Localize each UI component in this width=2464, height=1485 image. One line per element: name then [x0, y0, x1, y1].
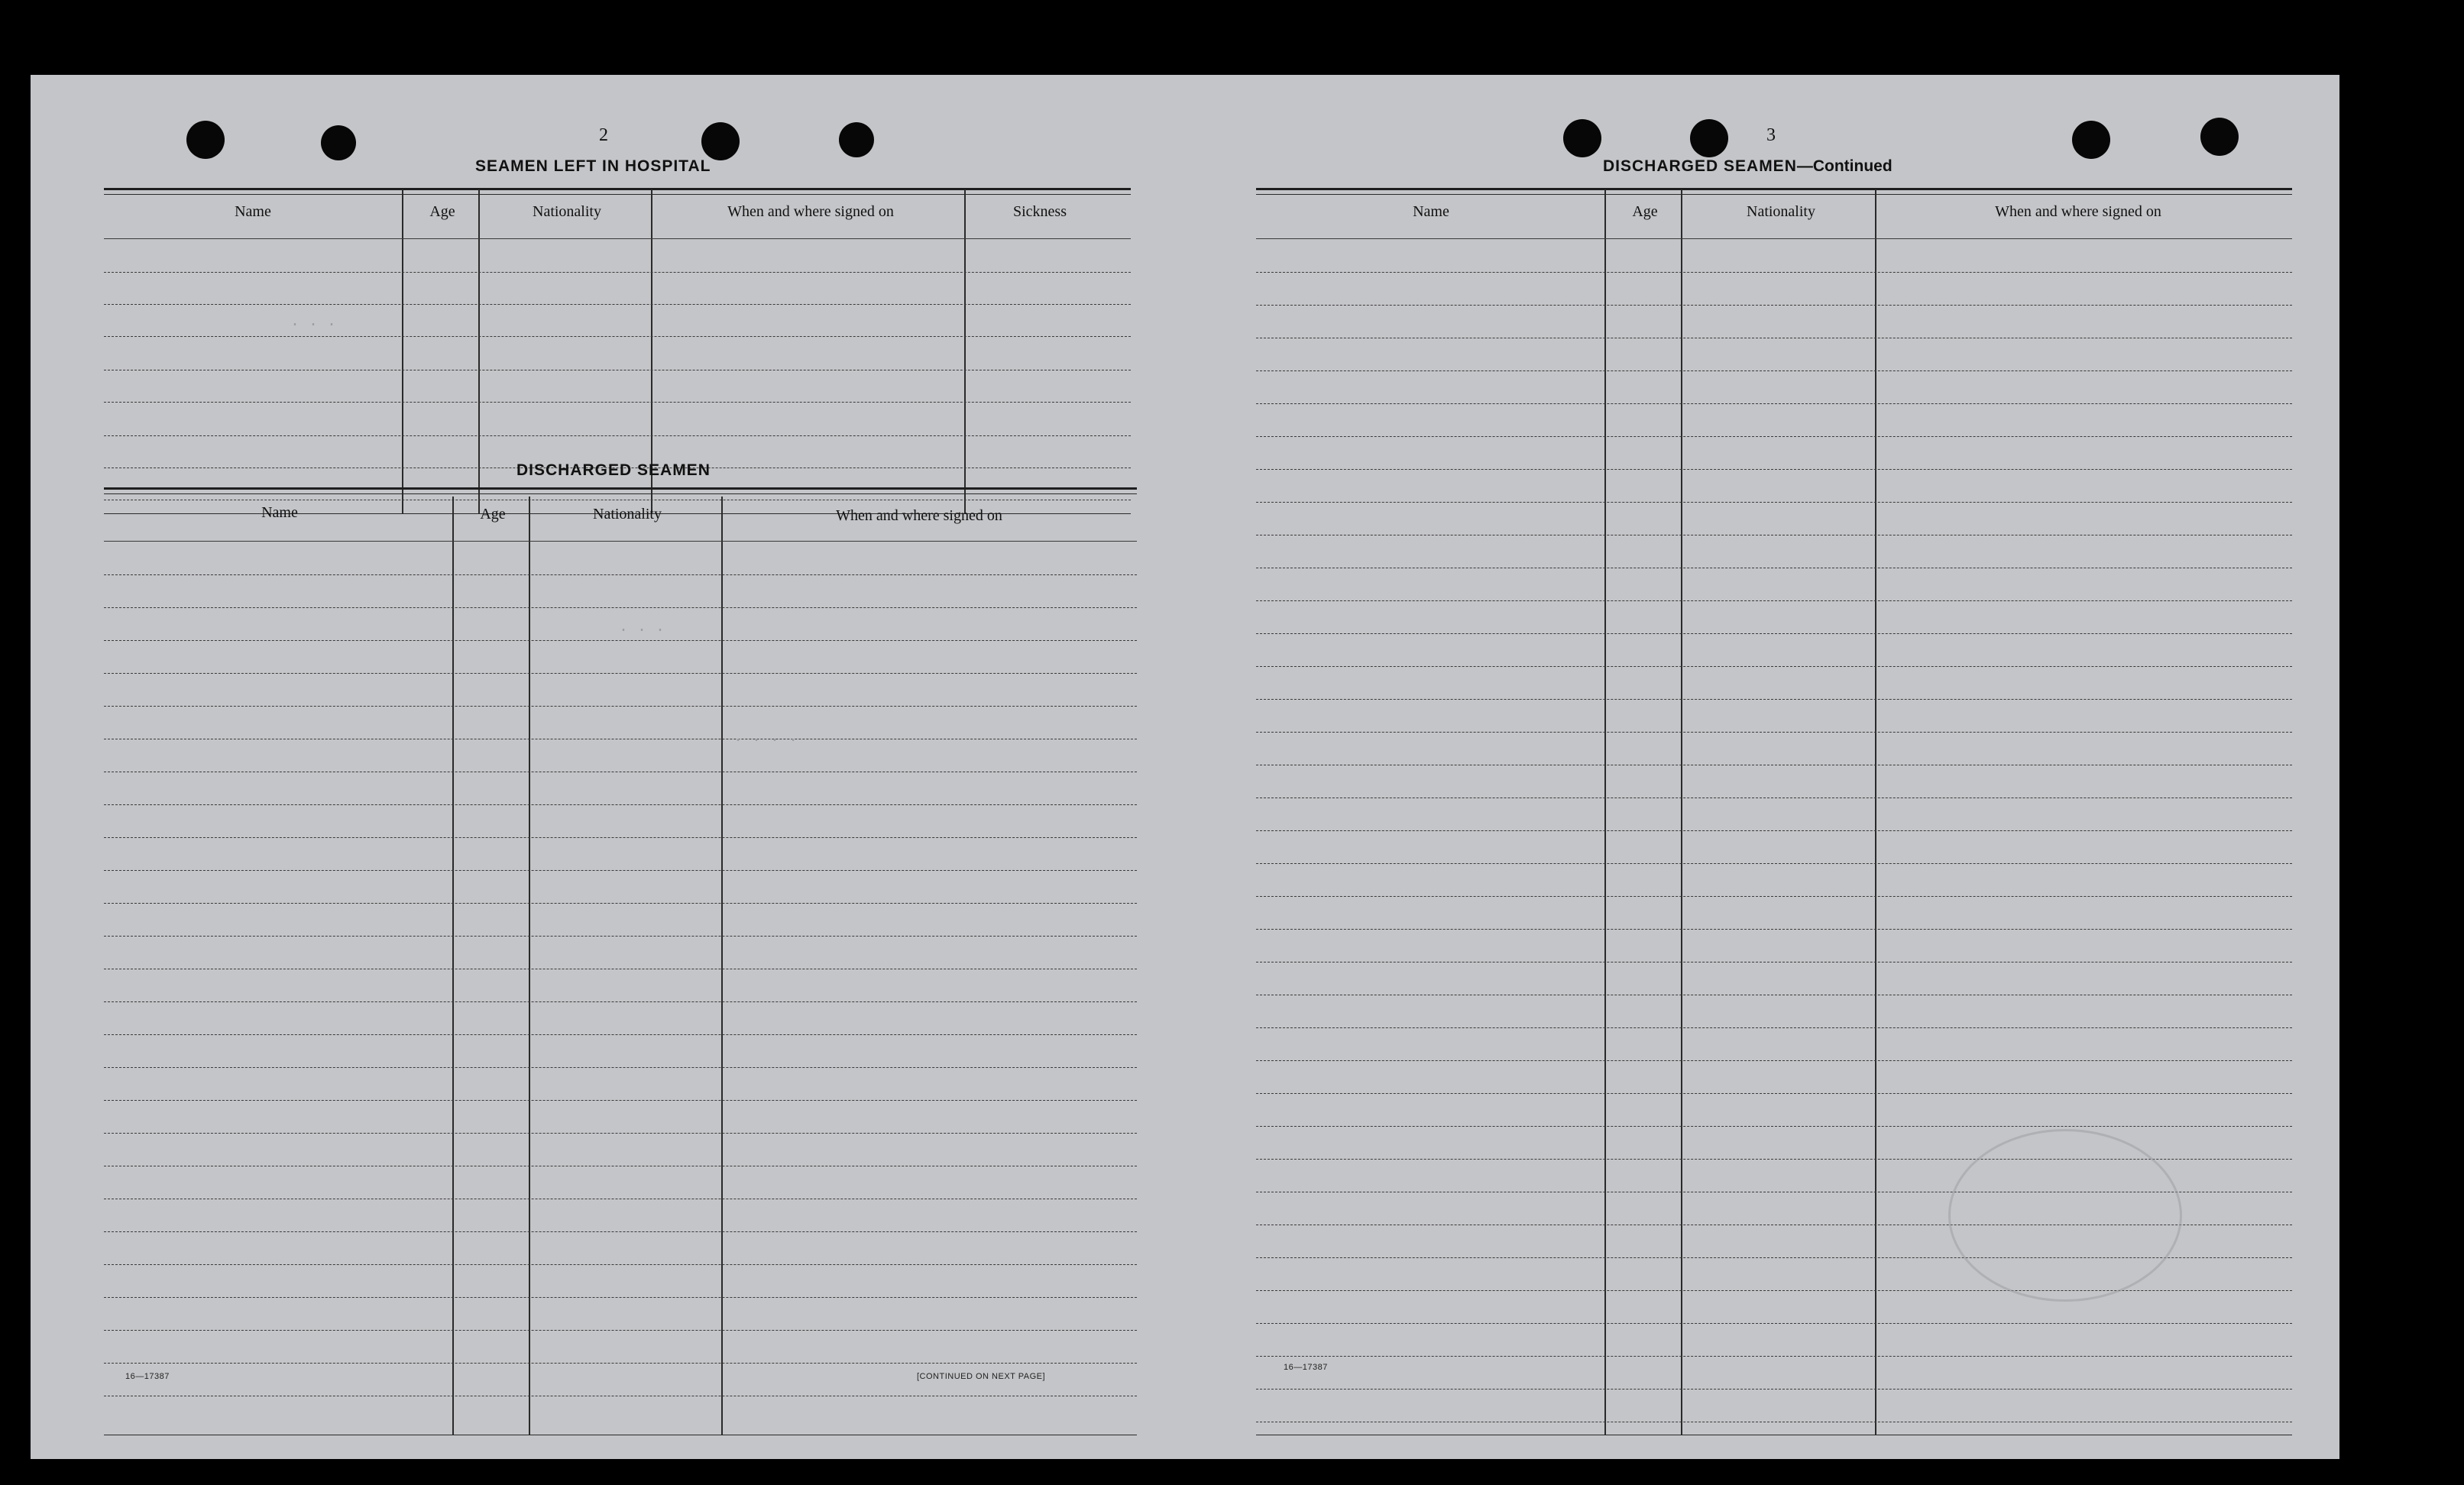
form-code-right: 16—17387 — [1284, 1363, 1328, 1372]
punch-hole — [1563, 119, 1601, 157]
hospital-col-age: Age — [429, 203, 455, 220]
right-section-title — [1603, 157, 1893, 176]
table-row-line — [1256, 732, 2292, 733]
right-col-nationality: Nationality — [1747, 203, 1815, 220]
table-row-line — [1256, 436, 2292, 437]
table-row-line — [1256, 896, 2292, 897]
table-row-line — [104, 1330, 1137, 1331]
punch-hole — [1690, 119, 1728, 157]
hospital-section-title: SEAMEN LEFT IN HOSPITAL — [475, 157, 711, 175]
table-row-line — [104, 1067, 1137, 1068]
table-row-line — [1256, 633, 2292, 634]
table-row-line — [1256, 272, 2292, 273]
bleed-through-mark: . . . . — [733, 729, 798, 746]
hospital-row-line — [104, 304, 1131, 305]
right-col-divider — [1681, 189, 1682, 1435]
punch-hole — [701, 122, 740, 160]
table-row-line — [104, 706, 1137, 707]
hospital-col-nationality: Nationality — [533, 203, 601, 220]
punch-hole — [186, 121, 225, 159]
table-row-line — [1256, 929, 2292, 930]
table-row-line — [104, 1133, 1137, 1134]
table-row-line — [1256, 1290, 2292, 1291]
hospital-col-signed-on: When and where signed on — [727, 203, 894, 220]
faint-stamp — [1948, 1129, 2182, 1302]
page-number-left: 2 — [599, 125, 608, 145]
table-row-line — [104, 607, 1137, 608]
table-row-line — [1256, 1356, 2292, 1357]
hospital-col-name: Name — [235, 203, 271, 220]
table-row-line — [104, 1100, 1137, 1101]
right-table-top-rule — [1256, 188, 2292, 190]
right-table-top-rule-thin — [1256, 194, 2292, 195]
punch-hole — [2200, 118, 2239, 156]
punch-hole — [321, 125, 356, 160]
hospital-row-line — [104, 336, 1131, 337]
table-row-line — [104, 1231, 1137, 1232]
table-row-line — [1256, 600, 2292, 601]
table-row-line — [1256, 1093, 2292, 1094]
hospital-row-line — [104, 402, 1131, 403]
right-col-age: Age — [1632, 203, 1658, 220]
discharged-col-signed-on: When and where signed on — [836, 507, 1002, 524]
hospital-table-top-rule-thin — [104, 194, 1131, 195]
table-row-line — [1256, 370, 2292, 371]
table-row-line — [104, 640, 1137, 641]
table-row-line — [1256, 699, 2292, 700]
table-row-line — [1256, 502, 2292, 503]
right-col-divider — [1604, 189, 1606, 1435]
table-row-line — [1256, 1323, 2292, 1324]
bleed-through-mark: . . . — [619, 619, 665, 636]
hospital-header-rule — [104, 238, 1131, 239]
table-row-line — [104, 936, 1137, 937]
table-row-line — [104, 837, 1137, 838]
right-col-signed-on: When and where signed on — [1995, 203, 2161, 220]
discharged-col-name: Name — [261, 504, 298, 521]
table-row-line — [104, 903, 1137, 904]
discharged-col-divider — [452, 497, 454, 1435]
form-code-left: 16—17387 — [125, 1372, 170, 1381]
table-row-line — [1256, 469, 2292, 470]
table-row-line — [1256, 1389, 2292, 1390]
table-row-line — [104, 574, 1137, 575]
table-row-line — [1256, 830, 2292, 831]
discharged-header-rule — [104, 541, 1137, 542]
table-row-line — [1256, 666, 2292, 667]
hospital-row-line — [104, 435, 1131, 436]
continued-note: [CONTINUED ON NEXT PAGE] — [917, 1372, 1046, 1381]
table-row-line — [1256, 305, 2292, 306]
discharged-table-top-rule-thin — [104, 493, 1137, 494]
discharged-col-age: Age — [480, 506, 506, 522]
table-row-line — [104, 870, 1137, 871]
right-section-title-main: DISCHARGED SEAMEN — [1603, 157, 1797, 175]
table-row-line — [104, 1297, 1137, 1298]
hospital-row-line — [104, 272, 1131, 273]
punch-hole — [2072, 121, 2110, 159]
table-row-line — [1256, 1060, 2292, 1061]
right-col-name: Name — [1413, 203, 1449, 220]
discharged-col-nationality: Nationality — [593, 506, 662, 522]
table-row-line — [104, 1363, 1137, 1364]
right-section-title-suffix: —Continued — [1796, 157, 1893, 175]
discharged-section-title: DISCHARGED SEAMEN — [516, 461, 711, 479]
table-row-line — [1256, 403, 2292, 404]
discharged-table-top-rule — [104, 487, 1137, 490]
scanned-document-sheet — [31, 75, 2339, 1459]
page-number-right: 3 — [1766, 125, 1776, 145]
table-row-line — [104, 1034, 1137, 1035]
hospital-table-top-rule — [104, 188, 1131, 190]
table-row-line — [1256, 863, 2292, 864]
table-row-line — [104, 1001, 1137, 1002]
punch-hole — [839, 122, 874, 157]
discharged-col-divider — [721, 497, 723, 1435]
table-row-line — [1256, 1027, 2292, 1028]
table-row-line — [104, 1264, 1137, 1265]
discharged-col-divider — [529, 497, 530, 1435]
right-col-divider — [1875, 189, 1876, 1435]
hospital-col-sickness: Sickness — [1013, 203, 1067, 220]
table-row-line — [1256, 1126, 2292, 1127]
table-row-line — [104, 804, 1137, 805]
table-row-line — [104, 673, 1137, 674]
right-header-rule — [1256, 238, 2292, 239]
bleed-through-mark: . . . — [290, 313, 337, 331]
